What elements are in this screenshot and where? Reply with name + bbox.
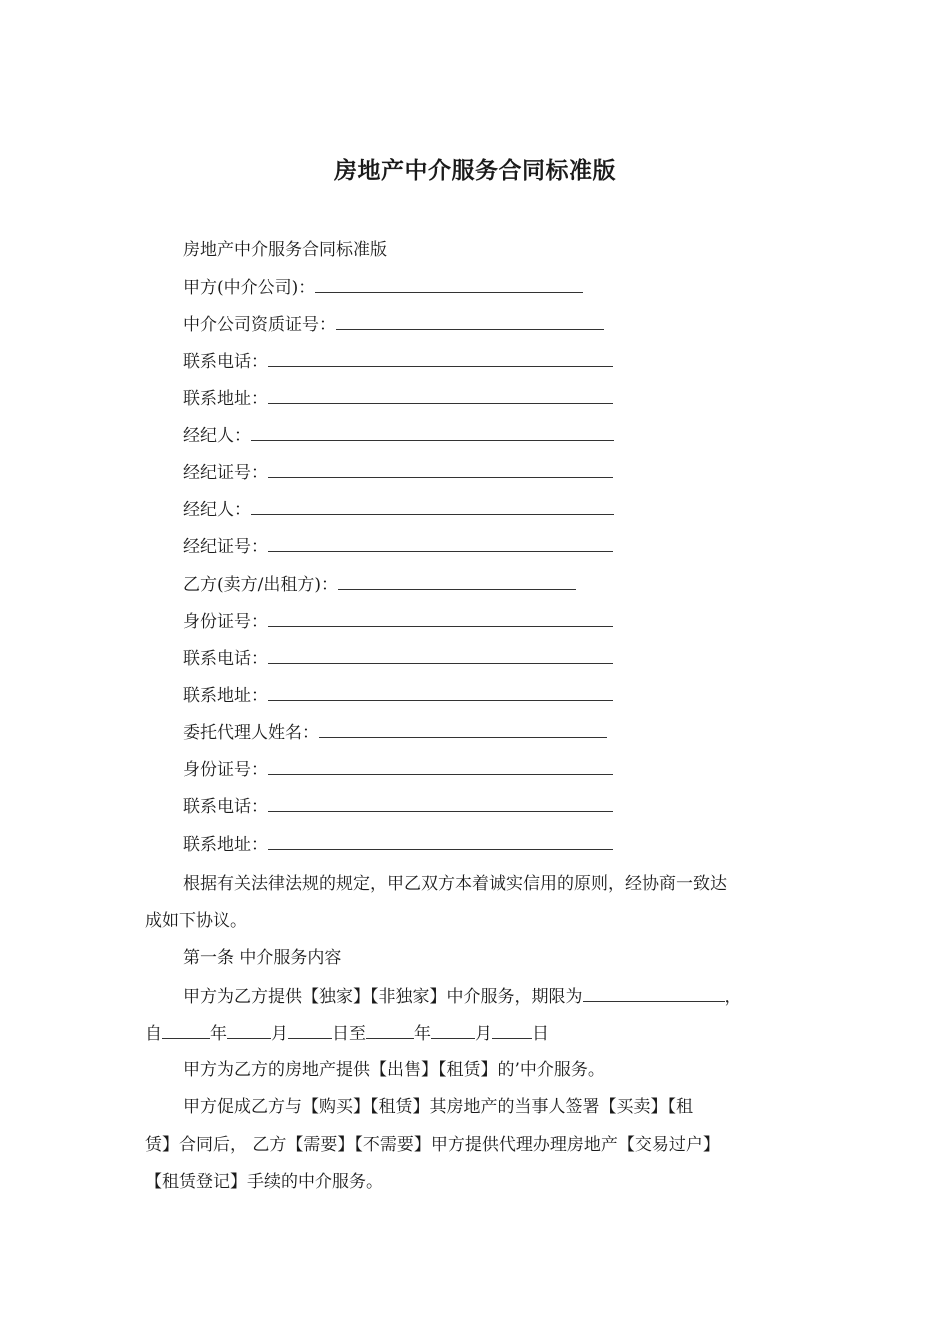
paragraph-intro-line-1: 根据有关法律法规的规定，甲乙双方本着诚实信用的原则，经协商一致达 — [183, 874, 727, 894]
day-label-2: 日 — [532, 1024, 549, 1044]
field-phone-b — [183, 648, 613, 669]
field-label: 经纪人： — [183, 426, 251, 446]
blank-line — [268, 611, 613, 627]
field-label: 经纪人： — [183, 500, 251, 520]
field-label: 经纪证号： — [183, 537, 268, 557]
field-proxy-address — [183, 834, 613, 855]
field-party-b — [183, 574, 576, 595]
field-agent-cert-2 — [183, 536, 613, 557]
month-label-2: 月 — [475, 1024, 492, 1044]
date-range-line — [145, 1023, 549, 1044]
day-blank-2 — [492, 1023, 532, 1039]
field-agent-cert — [183, 462, 613, 483]
field-label: 联系地址： — [183, 389, 268, 409]
comma: ， — [724, 987, 742, 1007]
blank-line — [268, 462, 613, 478]
field-proxy-name — [183, 722, 607, 743]
year-label: 年 — [210, 1024, 227, 1044]
blank-line — [336, 314, 604, 330]
field-proxy-id — [183, 759, 613, 780]
year-blank — [162, 1023, 210, 1039]
paragraph-intro-line-2: 成如下协议。 — [145, 911, 247, 931]
field-id-number — [183, 611, 613, 632]
blank-line — [251, 425, 614, 441]
field-label: 乙方(卖方/出租方)： — [183, 575, 338, 595]
field-label: 身份证号： — [183, 760, 268, 780]
field-qualification — [183, 314, 604, 335]
blank-line — [268, 351, 613, 367]
field-label: 联系地址： — [183, 686, 268, 706]
field-address-b — [183, 685, 613, 706]
paragraph-service-type: 甲方为乙方的房地产提供【出售】【租赁】的’中介服务。 — [183, 1060, 605, 1080]
article-1-heading: 第一条 中介服务内容 — [183, 948, 342, 968]
field-phone — [183, 351, 613, 372]
blank-line — [251, 499, 614, 515]
blank-line — [268, 685, 613, 701]
blank-line — [268, 536, 613, 552]
year-label-2: 年 — [414, 1024, 431, 1044]
blank-line — [268, 759, 613, 775]
day-blank — [288, 1023, 332, 1039]
blank-line — [315, 277, 583, 293]
blank-line — [268, 648, 613, 664]
field-label: 身份证号： — [183, 612, 268, 632]
blank-line — [319, 722, 607, 738]
field-label: 联系电话： — [183, 649, 268, 669]
field-label: 联系电话： — [183, 352, 268, 372]
month-blank-2 — [431, 1023, 475, 1039]
blank-line — [268, 834, 613, 850]
field-label: 甲方(中介公司)： — [183, 278, 316, 298]
field-party-a — [183, 277, 583, 298]
field-proxy-phone — [183, 796, 613, 817]
service-term-text: 甲方为乙方提供【独家】【非独家】中介服务，期限为 — [183, 987, 583, 1007]
paragraph-transaction-line-1: 甲方促成乙方与【购买】【租赁】其房地产的当事人签署【买卖】【租 — [183, 1097, 693, 1117]
field-agent-2 — [183, 499, 614, 520]
day-to-label: 日至 — [332, 1024, 366, 1044]
document-title: 房地产中介服务合同标准版 — [334, 158, 616, 184]
paragraph-service-term — [183, 986, 742, 1007]
term-blank — [583, 986, 725, 1002]
month-blank — [227, 1023, 271, 1039]
paragraph-transaction-line-2: 赁】合同后， 乙方【需要】【不需要】甲方提供代理办理房地产【交易过户】 — [145, 1135, 720, 1155]
field-label: 中介公司资质证号： — [183, 315, 336, 335]
field-address — [183, 388, 613, 409]
paragraph-transaction-line-3: 【租赁登记】手续的中介服务。 — [145, 1172, 383, 1192]
blank-line — [338, 574, 576, 590]
blank-line — [268, 796, 613, 812]
blank-line — [268, 388, 613, 404]
field-agent — [183, 425, 614, 446]
field-label: 委托代理人姓名： — [183, 723, 319, 743]
field-label: 经纪证号： — [183, 463, 268, 483]
year-blank-2 — [366, 1023, 414, 1039]
date-from-label: 自 — [145, 1024, 162, 1044]
field-label: 联系地址： — [183, 835, 268, 855]
month-label: 月 — [271, 1024, 288, 1044]
document-subtitle: 房地产中介服务合同标准版 — [183, 240, 387, 260]
field-label: 联系电话： — [183, 797, 268, 817]
